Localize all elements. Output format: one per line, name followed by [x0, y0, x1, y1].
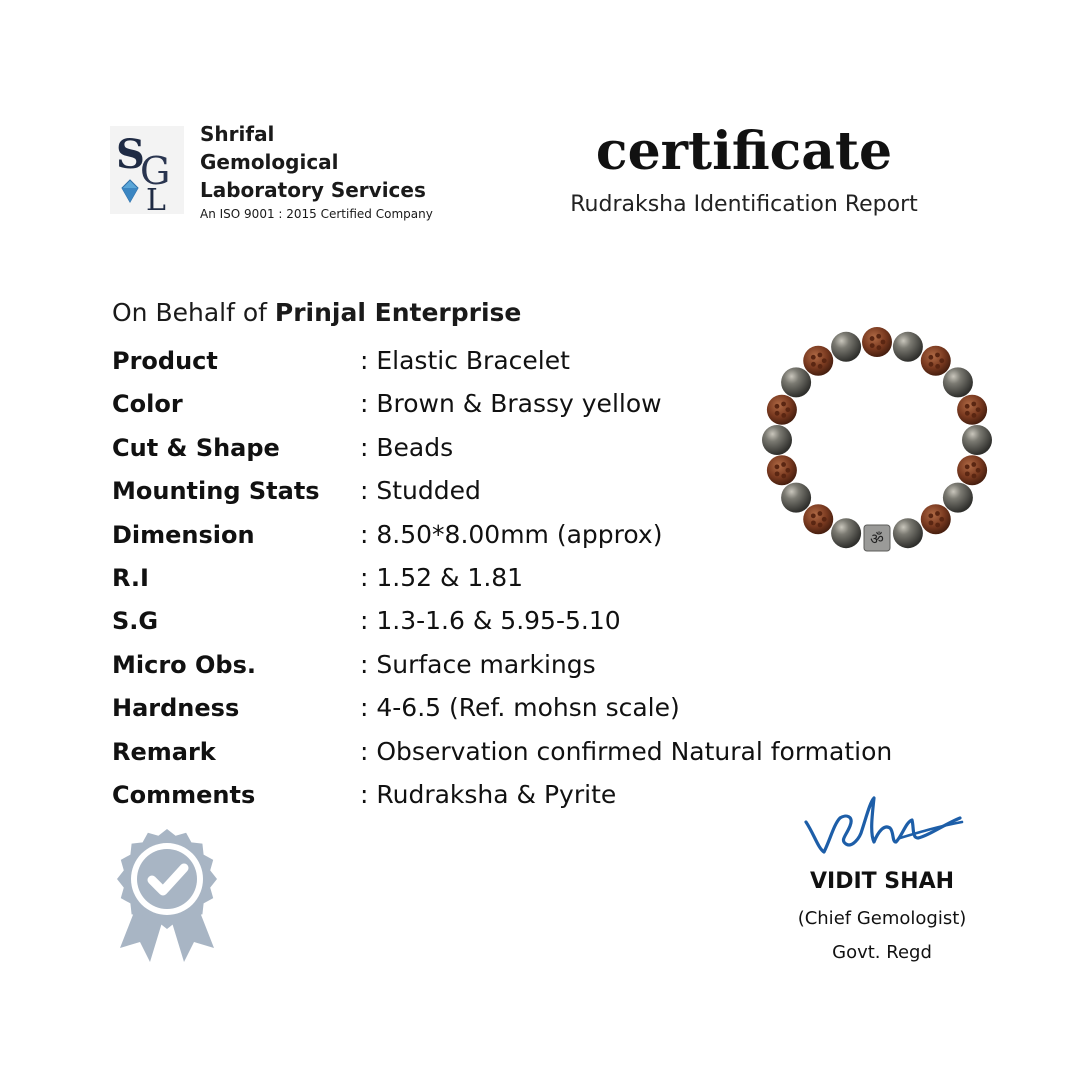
- detail-value: : Brown & Brassy yellow: [360, 389, 662, 419]
- detail-value: : Surface markings: [360, 649, 596, 679]
- award-ribbon-check-icon: [108, 824, 226, 964]
- detail-value: : 1.3-1.6 & 5.95-5.10: [360, 606, 621, 636]
- on-behalf-prefix: On Behalf of: [112, 298, 275, 327]
- signatory-role: (Chief Gemologist): [797, 908, 967, 929]
- detail-label: Comments: [112, 780, 256, 809]
- company-logo: [110, 126, 184, 214]
- detail-value: : 1.52 & 1.81: [360, 562, 524, 592]
- detail-label: S.G: [112, 607, 159, 636]
- detail-value: : Studded: [360, 476, 481, 506]
- detail-label: Mounting Stats: [112, 477, 320, 506]
- detail-value: : Rudraksha & Pyrite: [360, 779, 617, 809]
- signatory-block: [760, 862, 1004, 970]
- handwritten-signature: [800, 792, 965, 862]
- svg-text:S: S: [116, 131, 145, 178]
- detail-label: Cut & Shape: [112, 433, 280, 462]
- iso-certification-text: An ISO 9001 : 2015 Certified Company: [200, 207, 433, 221]
- company-name-line-3: Laboratory Services: [200, 178, 426, 202]
- certificate-title: certificate: [595, 121, 893, 182]
- detail-value: : Beads: [360, 432, 454, 462]
- detail-label: Micro Obs.: [112, 650, 256, 679]
- company-name-block: [200, 120, 433, 222]
- detail-label: Color: [112, 390, 183, 419]
- signatory-name: VIDIT SHAH: [809, 869, 955, 894]
- client-company-name: Prinjal Enterprise: [274, 298, 522, 327]
- detail-value: : 8.50*8.00mm (approx): [360, 519, 663, 549]
- detail-value: : Observation confirmed Natural formation: [360, 736, 893, 766]
- detail-label: Dimension: [112, 520, 255, 549]
- detail-label: Hardness: [112, 694, 240, 723]
- company-name-line-2: Gemological: [200, 150, 339, 174]
- company-name-line-1: Shrifal: [200, 122, 275, 146]
- svg-text:L: L: [146, 183, 166, 214]
- svg-text:G: G: [140, 149, 171, 193]
- detail-label: R.I: [112, 563, 149, 592]
- detail-value: : 4-6.5 (Ref. mohsn scale): [360, 693, 680, 723]
- certificate-subtitle: Rudraksha Identification Report: [570, 192, 918, 217]
- bracelet-product-image: [752, 320, 1002, 565]
- detail-label: Product: [112, 347, 218, 375]
- on-behalf-line: [112, 294, 521, 332]
- svg-text:ॐ: ॐ: [870, 530, 884, 548]
- signatory-registration: Govt. Regd: [832, 942, 932, 963]
- detail-label: Remark: [112, 737, 216, 766]
- detail-value: : Elastic Bracelet: [360, 346, 570, 375]
